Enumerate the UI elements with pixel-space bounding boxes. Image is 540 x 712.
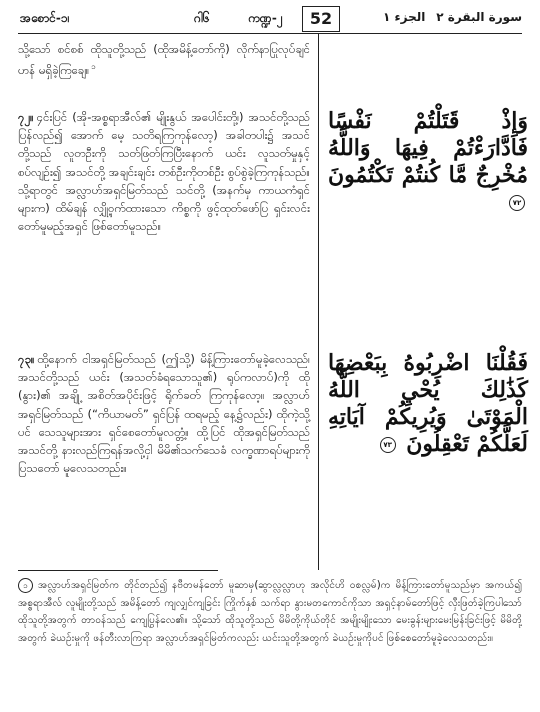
footnote-marker: ၁: [18, 578, 33, 593]
verse-72-end-marker: ٧٢: [509, 195, 525, 211]
sura-label: سورة البقرة ٢: [436, 10, 522, 24]
verse-73-number: ၇၃။: [18, 352, 35, 366]
footnote-reference: ၁: [91, 62, 96, 72]
juz-label: الجزء ١: [383, 10, 426, 24]
verse-72-text: ၄င်းပြင် (အို-အစ္စရာအီလ်၏ မျိုးနွယ် အပေါင်းတို့၊) အသင်တို့သည် ပြန်လည်၍ အောက် မေ့ သတိရကြကုန်လော့) အခါတပါး၌ အသင် တို့သည် လူတဦးကို သတ်ဖြတ်ကြပြီးနောက် ယင်း လူသတ်မှုနှင့်စပ်လျဉ်း၍ အသင်တို့ အချင်းချင်း တစ်ဦးကိုတစ်ဦး စွပ်စွဲခဲ့ကြကုန်သည်။ သို့ရာတွင် အလ္လာဟ်အရှင်မြတ်သည် သင်တို့ (အနက်မှ ကာယကံရှင်များက) ထိမ်ချန် လျှို့ဝှက်ထားသော ကိစ္စကို ဖွင့်ထုတ်ဖော်ပြ ရှင်းလင်းတော်မူမည့်အရှင် ဖြစ်တော်မူသည်။: [18, 110, 310, 234]
column-divider: [318, 34, 319, 570]
page-header: [18, 6, 522, 32]
header-divider: [18, 33, 522, 34]
footnote-text: အလ္လာဟ်အရှင်မြတ်က တိုင်တည်၍ နဗီတမန်တော် မူဆာမှ(ဆွာလ္လလ္လာဟု အလိုင်ဟိ ဝစလ္လမ်)က မိန့်ကြားတော်မူသည်မှာ အကယ်၍ အစ္စရာအီလ် လူမျိုးတို့သည် အမိန့်တော် ကျလျှင်ကျခြင်း ကြိုက်နှစ် သက်ရာ နွားမတကောင်ကိုသာ အရှင့်နာမ်တော်ဖြင့် လှီးဖြတ်ခဲ့ကြပါသော် ထိုသူတို့အတွက် တာဝန်သည် ကျေပြွန်လေ၏။ သို့သော် ထိုသူတို့သည် မိမိတို့ကိုယ်တိုင် အမျိုးမျိုးသော မေးခွန်းများမေးမြန်းခြင်းဖြင့် မိမိတို့အတွက် ခဲယဉ်းမှုကို ဖန်တီးလာကြရာ အလ္လာဟ်အရှင်မြတ်ကလည်း ယင်းသူတို့အတွက် ခဲယဉ်းမှုကိုပင် ဖြစ်စေတော်မူခဲ့လေသတည်း။: [18, 580, 522, 644]
page-number: 52: [302, 6, 340, 32]
footnote-divider: [18, 570, 218, 571]
part-label: ကဏ္ဍ-၂: [248, 11, 283, 25]
footnote: [18, 577, 522, 647]
verse-73-translation: [18, 350, 310, 477]
intro-text: သို့သော် စင်စစ် ထိုသူတို့သည် (ထိုအမိန့်တော်ကို) လိုက်နာပြုလုပ်ချင်ဟန် မရှိခဲ့ကြချေ။: [18, 42, 310, 78]
verse-73-end-marker: ٧٣: [380, 437, 396, 453]
verse-72-arabic-text: وَإِذْ قَتَلْتُمْ نَفْسًا فَادَّارَءْتُمْ فِيهَا وَاللَّهُ مُخْرِجٌ مَّا كُنتُمْ تَكْتُمُونَ: [328, 108, 528, 188]
intro-paragraph: [18, 40, 310, 79]
verse-73-text: ထို့နောက် ငါအရှင်မြတ်သည် (ဤသို့) မိန့်ကြားတော်မူခဲ့လေသည်၊ အသင်တို့သည် ယင်း (အသတ်ခံရသောသူ၏) ရုပ်ကလာပ်)ကို ထို (နွား)၏ အချို့ အစိတ်အပိုင်းဖြင့် ရိုက်ခတ် ကြကုန်လော့။ အလ္လာဟ် အရှင်မြတ်သည် (“ကိယာမတ်” ရှင်ပြန် ထရမည့် နေ့၌လည်း) ထိုကဲ့သို့ပင် သေသူများအား ရှင်စေတော်မူလတ္တံ့။ ထို့ပြင် ထိုအရှင်မြတ်သည် အသင်တို့ နားလည်ကြရန်အလို့ငှါ မိမိ၏သက်သေခံ လက္ခဏာရပ်များကို ပြသတော် မူလေသတည်း။: [18, 352, 310, 476]
verse-72-arabic: [328, 108, 528, 216]
verse-73-arabic: [328, 350, 528, 458]
verse-72-translation: [18, 108, 310, 235]
verse-72-number: ၇၂။: [18, 110, 34, 124]
verse-73-arabic-text: فَقُلْنَا اضْرِبُوهُ بِبَعْضِهَا كَذَٰلِكَ يُحْيِ اللَّهُ الْمَوْتَىٰ وَيُرِيكُمْ آيَاتِهِ لَعَلَّكُمْ تَعْقِلُونَ: [328, 350, 528, 457]
section-label: ဂါ၆: [194, 11, 210, 25]
volume-label: အစောင်-၁၊: [20, 11, 70, 25]
